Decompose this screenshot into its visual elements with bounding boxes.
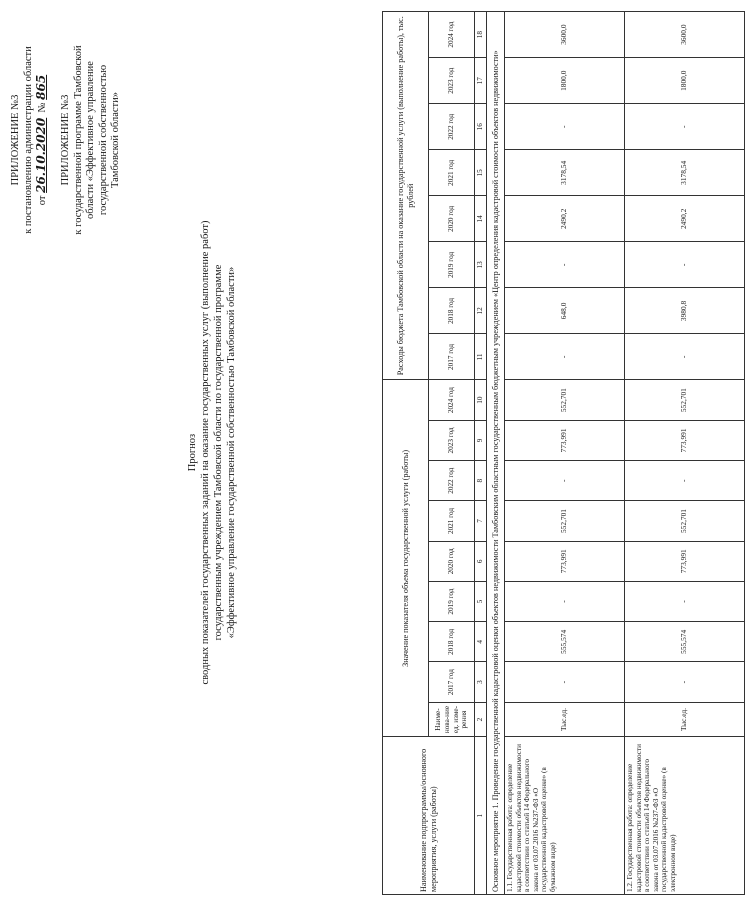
section-main-activity: Основное мероприятие 1. Проведение государственной кадастровой оценки объектов недвижимости Тамбовским областным государственным бюджетным учреждением «Центр определения кадастровой стоимости объектов недвижимости» bbox=[487, 12, 505, 895]
annex-title-2: ПРИЛОЖЕНИЕ №3 bbox=[60, 94, 71, 186]
cell-value: 555,574 bbox=[505, 622, 625, 662]
row-service-name: 1.2. Государственная работа: определение кадастровой стоимости объектов недвижимости в соответствии со статьей 14 Федерального закона от 03.07.2016 №237-ФЗ «О государственной кадастровой оценке» (в электронном виде) bbox=[625, 737, 745, 895]
document-subtitle-line: сводных показателей государственных заданий на оказание государственных услуг (выполнение работ) bbox=[200, 220, 211, 685]
cell-value: 552,701 bbox=[505, 380, 625, 420]
column-number: 18 bbox=[475, 12, 487, 58]
column-number: 4 bbox=[475, 622, 487, 662]
header-name: Наименование подпрограммы/основного мероприятия, услуги (работы) bbox=[383, 737, 475, 895]
cell-value: - bbox=[625, 461, 745, 501]
column-number: 16 bbox=[475, 104, 487, 150]
annex-title: ПРИЛОЖЕНИЕ №3 bbox=[10, 94, 21, 186]
header-year: 2024 год bbox=[429, 380, 475, 420]
header-year: 2019 год bbox=[429, 581, 475, 621]
cell-value: - bbox=[625, 581, 745, 621]
header-year: 2022 год bbox=[429, 461, 475, 501]
column-number: 10 bbox=[475, 380, 487, 420]
document-title: Прогноз bbox=[187, 433, 198, 472]
annex-program-line: государственной собственностью bbox=[97, 64, 109, 216]
cell-value: 1800,0 bbox=[505, 58, 625, 104]
cell-value: 1800,0 bbox=[625, 58, 745, 104]
column-number: 17 bbox=[475, 58, 487, 104]
annex-header-decree bbox=[10, 15, 50, 265]
cell-value: - bbox=[505, 581, 625, 621]
cell-value: 2490,2 bbox=[505, 196, 625, 242]
column-number: 1 bbox=[475, 737, 487, 895]
header-year: 2020 год bbox=[429, 541, 475, 581]
header-volume-group: Значение показателя объема государственной услуги (работы) bbox=[383, 380, 429, 737]
cell-value: 773,991 bbox=[625, 541, 745, 581]
header-year: 2023 год bbox=[429, 58, 475, 104]
cell-value: 2490,2 bbox=[625, 196, 745, 242]
decree-date: 26.10.2020 bbox=[34, 117, 48, 193]
annex-program-line: Тамбовской области» bbox=[110, 91, 121, 189]
cell-value: 3178,54 bbox=[505, 150, 625, 196]
cell-value: - bbox=[625, 104, 745, 150]
cell-value: - bbox=[625, 662, 745, 702]
cell-value: - bbox=[505, 461, 625, 501]
table-row bbox=[505, 12, 625, 895]
column-number: 12 bbox=[475, 288, 487, 334]
column-number: 8 bbox=[475, 461, 487, 501]
annex-header-program bbox=[60, 15, 123, 265]
section-row bbox=[487, 12, 505, 895]
cell-value: - bbox=[625, 334, 745, 380]
forecast-table bbox=[382, 11, 745, 895]
cell-value: - bbox=[505, 242, 625, 288]
cell-value: - bbox=[505, 104, 625, 150]
column-number: 6 bbox=[475, 541, 487, 581]
column-number-row bbox=[475, 12, 487, 895]
header-year: 2020 год bbox=[429, 196, 475, 242]
header-year: 2021 год bbox=[429, 501, 475, 541]
row-unit: Тыс.ед. bbox=[625, 702, 745, 737]
column-number: 14 bbox=[475, 196, 487, 242]
header-year: 2019 год bbox=[429, 242, 475, 288]
annex-program-line: области «Эффективное управление bbox=[85, 61, 96, 219]
cell-value: 648,0 bbox=[505, 288, 625, 334]
column-number: 7 bbox=[475, 501, 487, 541]
column-number: 15 bbox=[475, 150, 487, 196]
row-unit: Тыс.ед. bbox=[505, 702, 625, 737]
cell-value: 773,991 bbox=[505, 420, 625, 460]
header-year: 2024 год bbox=[429, 12, 475, 58]
document-subtitle-line: «Эффективное управление государственной собственностью Тамбовской области» bbox=[226, 266, 237, 639]
row-service-name: 1.1. Государственная работа: определение кадастровой стоимости объектов недвижимости в соответствии со статьей 14 Федерального закона от 03.07.2016 №237-ФЗ «О государственной кадастровой оценке» (в бумажном виде) bbox=[505, 737, 625, 895]
column-number: 13 bbox=[475, 242, 487, 288]
cell-value: 552,701 bbox=[625, 380, 745, 420]
header-year: 2021 год bbox=[429, 150, 475, 196]
column-number: 11 bbox=[475, 334, 487, 380]
cell-value: 3178,54 bbox=[625, 150, 745, 196]
cell-value: 555,574 bbox=[625, 622, 745, 662]
cell-value: - bbox=[505, 662, 625, 702]
header-year: 2017 год bbox=[429, 334, 475, 380]
annex-program-line: к государственной программе Тамбовской bbox=[72, 45, 84, 235]
cell-value: 773,991 bbox=[505, 541, 625, 581]
cell-value: 3600,0 bbox=[505, 12, 625, 58]
column-number: 3 bbox=[475, 662, 487, 702]
header-year: 2023 год bbox=[429, 420, 475, 460]
header-expense-group: Расходы бюджета Тамбовской области на оказание государственной услуги (выполнение работы), тыс. рублей bbox=[383, 12, 429, 380]
decree-number: 865 bbox=[34, 74, 48, 100]
cell-value: 3980,8 bbox=[625, 288, 745, 334]
header-year: 2018 год bbox=[429, 622, 475, 662]
cell-value: 3600,0 bbox=[625, 12, 745, 58]
decree-date-line: от 26.10.2020 № 865 bbox=[34, 74, 48, 206]
document-subtitle-line: государственным учреждением Тамбовской области по государственной программе bbox=[213, 264, 224, 641]
cell-value: 552,701 bbox=[505, 501, 625, 541]
column-number: 2 bbox=[475, 702, 487, 737]
cell-value: - bbox=[505, 334, 625, 380]
column-number: 9 bbox=[475, 420, 487, 460]
cell-value: 773,991 bbox=[625, 420, 745, 460]
cell-value: - bbox=[625, 242, 745, 288]
header-year: 2018 год bbox=[429, 288, 475, 334]
column-number: 5 bbox=[475, 581, 487, 621]
header-year: 2017 год bbox=[429, 662, 475, 702]
cell-value: 552,701 bbox=[625, 501, 745, 541]
header-unit: Наиме-нова-ние ед. изме-рения bbox=[429, 702, 475, 737]
header-year: 2022 год bbox=[429, 104, 475, 150]
header-row-groups bbox=[383, 12, 429, 895]
table-row bbox=[625, 12, 745, 895]
annex-reference: к постановлению администрации области bbox=[22, 46, 34, 234]
